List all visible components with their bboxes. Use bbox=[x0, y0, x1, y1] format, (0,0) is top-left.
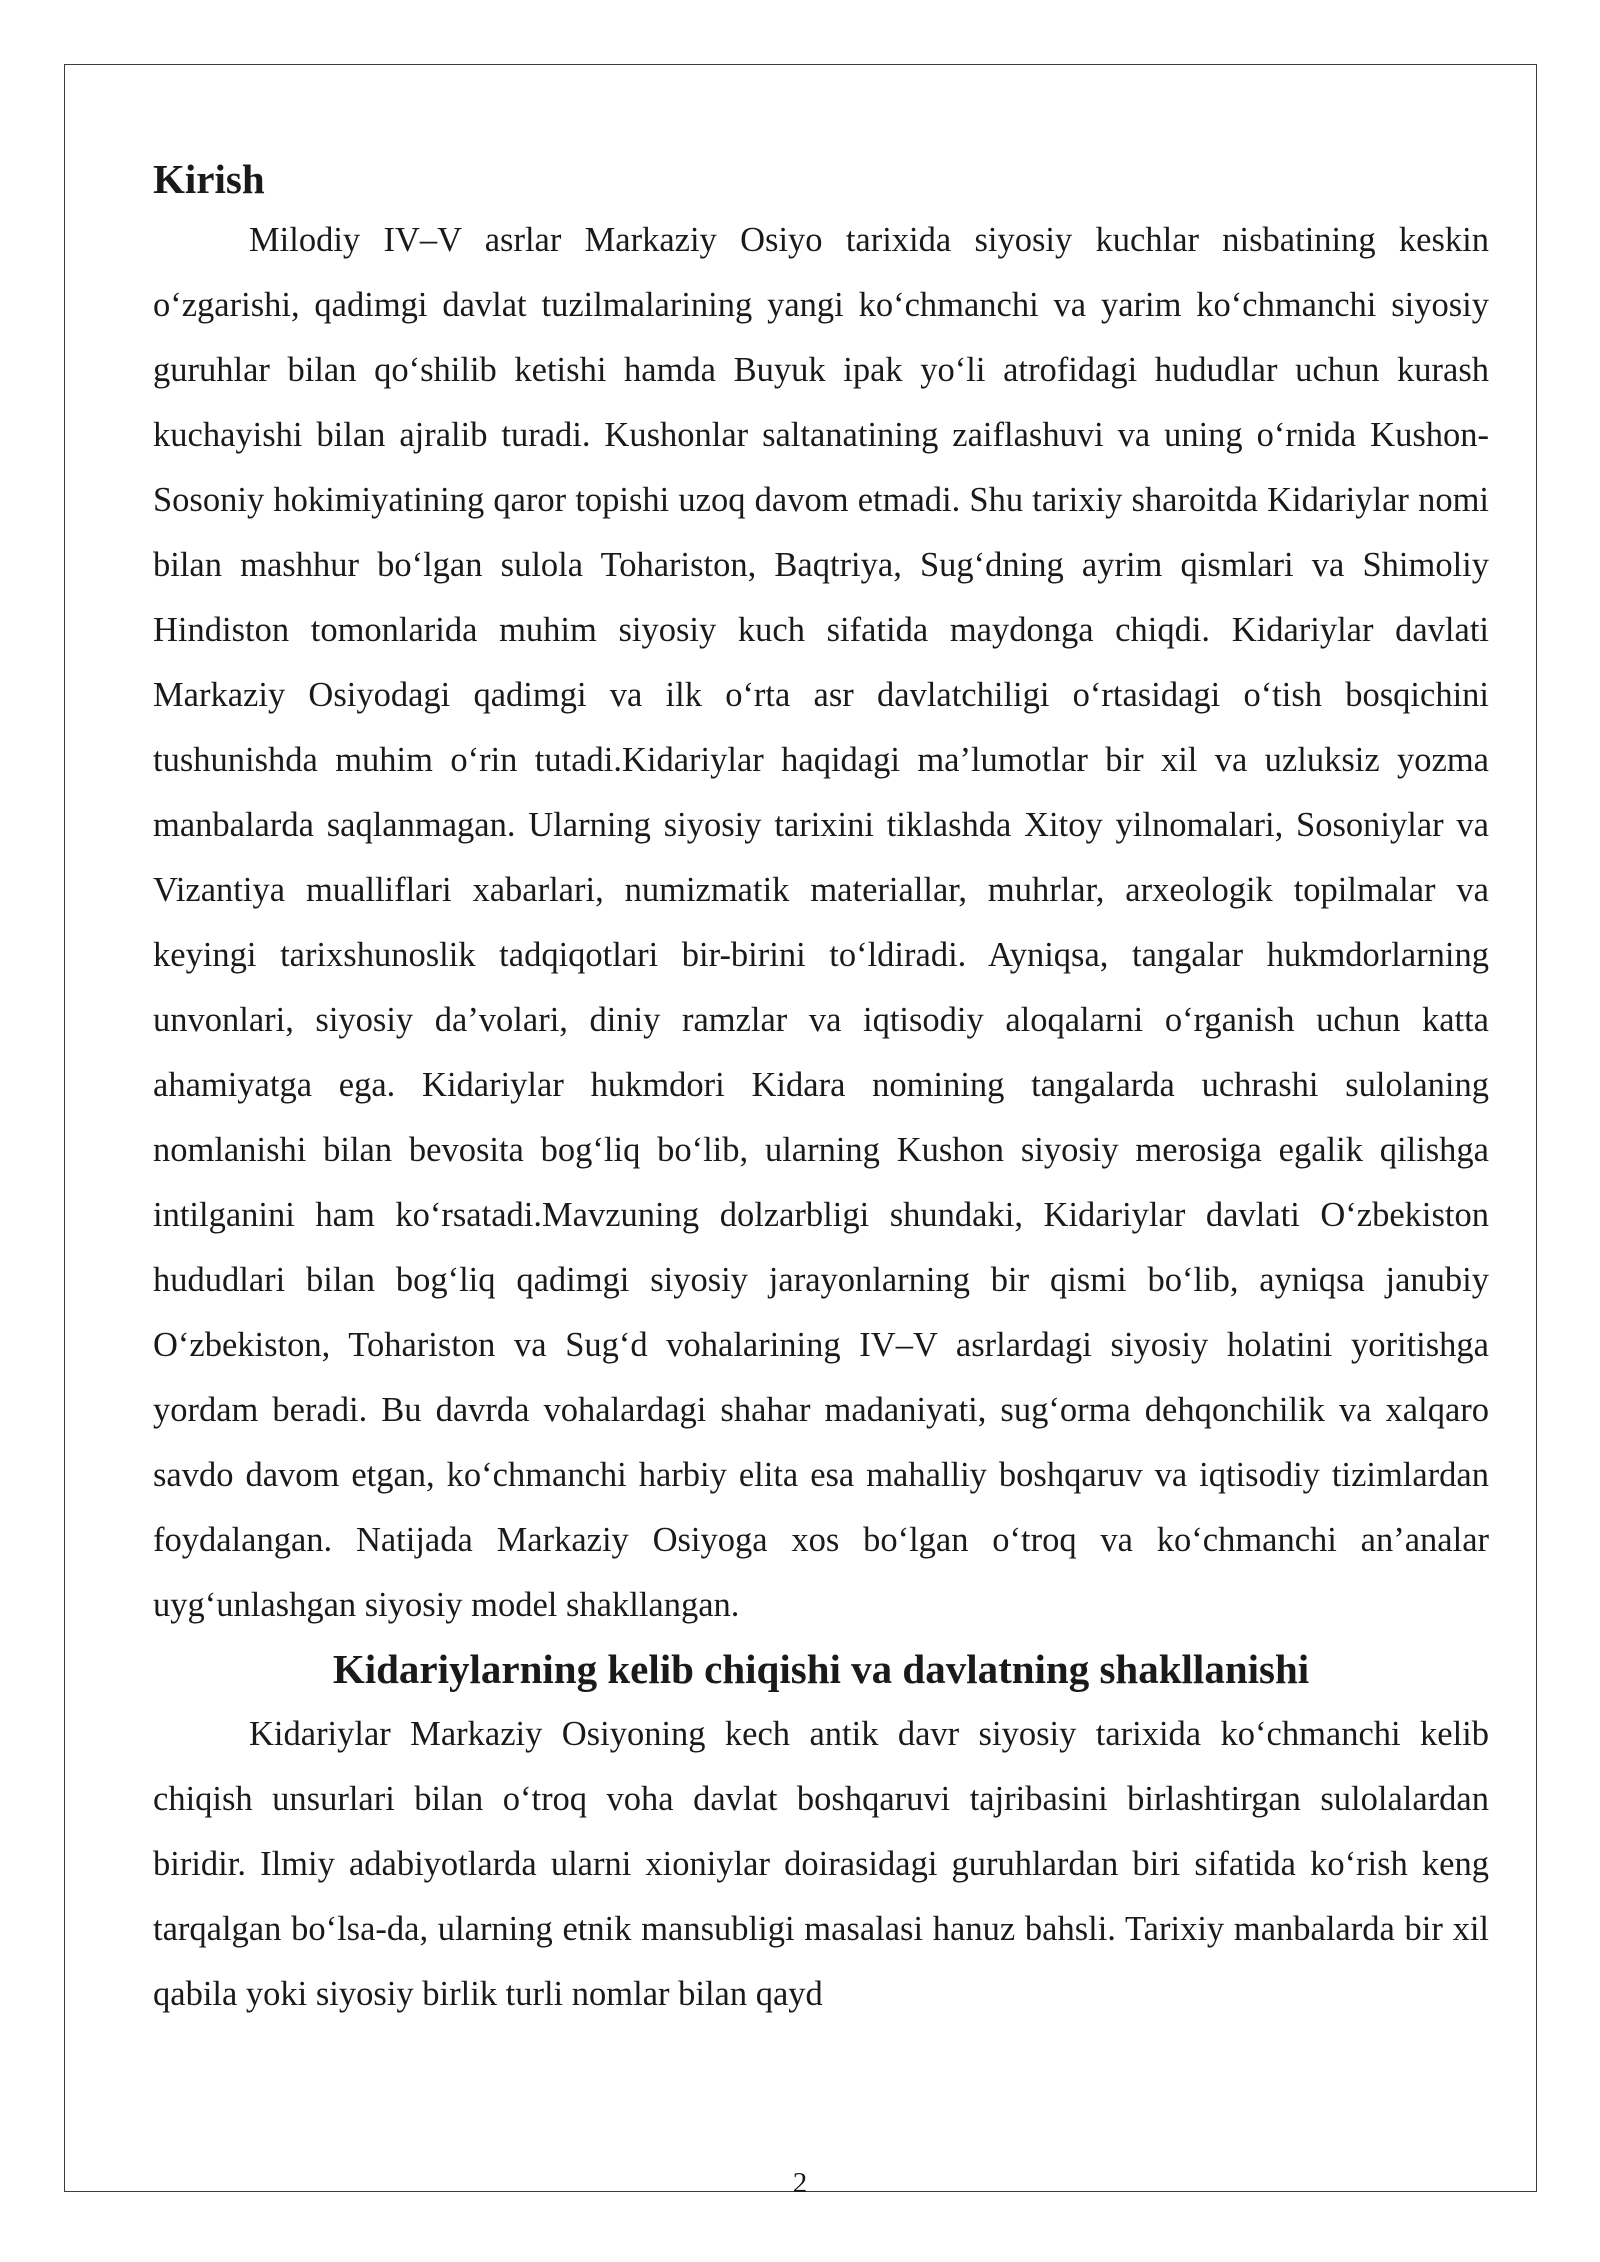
document-body bbox=[153, 150, 1489, 2027]
page-number: 2 bbox=[792, 2167, 808, 2199]
section-heading-origins: Kidariylarning kelib chiqishi va davlatning shakllanishi bbox=[332, 1646, 1310, 1692]
section-heading-kirish: Kirish bbox=[153, 156, 265, 202]
paragraph-introduction: Milodiy IV–V asrlar Markaziy Osiyo tarixida siyosiy kuchlar nisbatining keskin o‘zgarishi, qadimgi davlat tuzilmalarining yangi ko‘chmanchi va yarim ko‘chmanchi siyosiy guruhlar bilan qo‘shilib ketishi hamda Buyuk ipak yo‘li atrofidagi hududlar uchun kurash kuchayishi bilan ajralib turadi. Kushonlar saltanatining zaiflashuvi va uning o‘rnida Kushon-Sosoniy hokimiyatining qaror topishi uzoq davom etmadi. Shu tarixiy sharoitda Kidariylar nomi bilan mashhur bo‘lgan sulola Tohariston, Baqtriya, Sug‘dning ayrim qismlari va Shimoliy Hindiston tomonlarida muhim siyosiy kuch sifatida maydonga chiqdi. Kidariylar davlati Markaziy Osiyodagi qadimgi va ilk o‘rta asr davlatchiligi o‘rtasidagi o‘tish bosqichini tushunishda muhim o‘rin tutadi.Kidariylar haqidagi ma’lumotlar bir xil va uzluksiz yozma manbalarda saqlanmagan. Ularning siyosiy tarixini tiklashda Xitoy yilnomalari, Sosoniylar va Vizantiya mualliflari xabarlari, numizmatik materiallar, muhrlar, arxeologik topilmalar va keyingi tarixshunoslik tadqiqotlari bir-birini to‘ldiradi. Ayniqsa, tangalar hukmdorlarning unvonlari, siyosiy da’volari, diniy ramzlar va iqtisodiy aloqalarni o‘rganish uchun katta ahamiyatga ega. Kidariylar hukmdori Kidara nomining tangalarda uchrashi sulolaning nomlanishi bilan bevosita bog‘liq bo‘lib, ularning Kushon siyosiy merosiga egalik qilishga intilganini ham ko‘rsatadi.Mavzuning dolzarbligi shundaki, Kidariylar davlati O‘zbekiston hududlari bilan bog‘liq qadimgi siyosiy jarayonlarning bir qismi bo‘lib, ayniqsa janubiy O‘zbekiston, Tohariston va Sug‘d vohalarining IV–V asrlardagi siyosiy holatini yoritishga yordam beradi. Bu davrda vohalardagi shahar madaniyati, sug‘orma dehqonchilik va xalqaro savdo davom etgan, ko‘chmanchi harbiy elita esa mahalliy boshqaruv va iqtisodiy tizimlardan foydalangan. Natijada Markaziy Osiyoga xos bo‘lgan o‘troq va ko‘chmanchi an’analar uyg‘unlashgan siyosiy model shakllangan. bbox=[153, 221, 1489, 1624]
paragraph-origins: Kidariylar Markaziy Osiyoning kech antik davr siyosiy tarixida ko‘chmanchi kelib chiqish unsurlari bilan o‘troq voha davlat boshqaruvi tajribasini birlashtirgan sulolalardan biridir. Ilmiy adabiyotlarda ularni xioniylar doirasidagi guruhlardan biri sifatida ko‘rish keng tarqalgan bo‘lsa-da, ularning etnik mansubligi masalasi hanuz bahsli. Tarixiy manbalarda bir xil qabila yoki siyosiy birlik turli nomlar bilan qayd bbox=[153, 1715, 1489, 2013]
